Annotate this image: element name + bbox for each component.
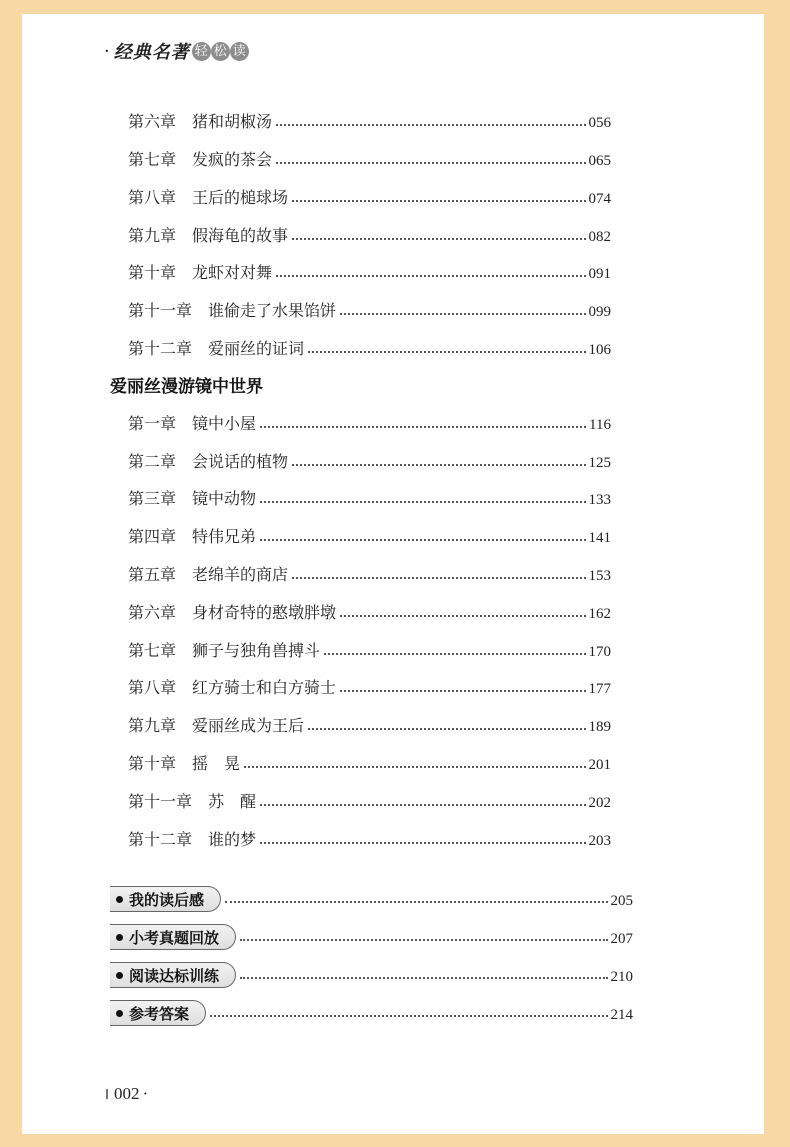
badge-char: 读 xyxy=(230,42,249,61)
extra-entry[interactable] xyxy=(110,885,633,913)
page-number: 125 xyxy=(588,455,611,471)
extra-label-pill xyxy=(110,924,236,950)
toc-entry[interactable] xyxy=(128,635,611,661)
page-number: 205 xyxy=(610,892,633,909)
dot-leader xyxy=(292,200,585,202)
page-number: 207 xyxy=(610,930,633,947)
toc-entry[interactable] xyxy=(128,521,611,547)
chapter-title: 镜中小屋 xyxy=(192,414,257,433)
chapter-number: 第七章 xyxy=(128,641,177,660)
dot-leader xyxy=(308,728,585,730)
extra-entry[interactable] xyxy=(110,961,633,989)
extra-entry[interactable] xyxy=(110,999,633,1027)
chapter-number: 第六章 xyxy=(128,112,177,131)
dot-leader xyxy=(260,539,585,541)
dot-leader xyxy=(340,690,585,692)
dot-leader xyxy=(276,162,585,164)
page-number: 106 xyxy=(588,342,611,358)
chapter-title: 老绵羊的商店 xyxy=(192,565,289,584)
footer-page-number: 002 xyxy=(114,1084,140,1103)
page-number: 201 xyxy=(588,757,611,773)
chapter-title: 会说话的植物 xyxy=(192,452,289,471)
page-number: 153 xyxy=(588,568,611,584)
page-number: 082 xyxy=(588,229,611,245)
bullet-icon xyxy=(116,896,123,903)
chapter-number: 第一章 xyxy=(128,414,177,433)
toc-entry[interactable] xyxy=(128,748,611,774)
toc-entry[interactable] xyxy=(128,597,611,623)
toc-entry[interactable] xyxy=(128,333,611,359)
dot-leader xyxy=(240,939,607,941)
dot-leader xyxy=(260,501,585,503)
bullet-icon xyxy=(116,934,123,941)
badge-char: 轻 xyxy=(192,42,211,61)
header-dot: · xyxy=(104,40,110,62)
dot-leader xyxy=(210,1015,607,1017)
page-number: 141 xyxy=(588,530,611,546)
toc-entry[interactable] xyxy=(128,483,611,509)
dot-leader xyxy=(225,901,607,903)
dot-leader xyxy=(324,653,585,655)
toc-entry[interactable] xyxy=(128,710,611,736)
chapter-number: 第九章 xyxy=(128,226,177,245)
page-number: 210 xyxy=(610,968,633,985)
chapter-title: 爱丽丝的证词 xyxy=(208,339,305,358)
toc-entry[interactable] xyxy=(128,106,611,132)
page-number: 214 xyxy=(610,1006,633,1023)
extra-entry[interactable] xyxy=(110,923,633,951)
chapter-title: 镜中动物 xyxy=(192,489,257,508)
toc-entry[interactable] xyxy=(128,182,611,208)
toc-entry[interactable] xyxy=(128,446,611,472)
dot-leader xyxy=(340,313,585,315)
page-number: 065 xyxy=(588,153,611,169)
footer-dot: · xyxy=(142,1084,149,1103)
chapter-number: 第四章 xyxy=(128,527,177,546)
chapter-title: 假海龟的故事 xyxy=(192,226,289,245)
badge-char: 松 xyxy=(211,42,230,61)
chapter-number: 第十一章 xyxy=(128,301,193,320)
bullet-icon xyxy=(116,1010,123,1017)
page-number: 170 xyxy=(588,644,611,660)
extra-label-pill xyxy=(110,962,236,988)
section-title: 爱丽丝漫游镜中世界 xyxy=(110,377,263,397)
dot-leader xyxy=(276,275,585,277)
chapter-title: 龙虾对对舞 xyxy=(192,263,273,282)
dot-leader xyxy=(292,577,585,579)
chapter-title: 谁偷走了水果馅饼 xyxy=(208,301,337,320)
extra-label: 小考真题回放 xyxy=(129,928,220,947)
extra-label-pill xyxy=(110,1000,206,1026)
chapter-number: 第十一章 xyxy=(128,792,193,811)
chapter-title: 爱丽丝成为王后 xyxy=(192,716,305,735)
dot-leader xyxy=(292,464,585,466)
toc-entry[interactable] xyxy=(128,220,611,246)
dot-leader xyxy=(240,977,607,979)
chapter-number: 第十章 xyxy=(128,754,177,773)
series-badge xyxy=(192,42,249,61)
page-number: 116 xyxy=(589,417,611,433)
chapter-title: 王后的槌球场 xyxy=(192,188,289,207)
dot-leader xyxy=(260,842,585,844)
page-number: 203 xyxy=(588,833,611,849)
page-number: 177 xyxy=(588,681,611,697)
chapter-title: 狮子与独角兽搏斗 xyxy=(192,641,321,660)
toc-entry[interactable] xyxy=(128,295,611,321)
page-number: 133 xyxy=(588,492,611,508)
chapter-title: 特伟兄弟 xyxy=(192,527,257,546)
chapter-title: 红方骑士和白方骑士 xyxy=(192,678,337,697)
chapter-number: 第八章 xyxy=(128,678,177,697)
footer-tick xyxy=(106,1089,108,1099)
extra-label-pill xyxy=(110,886,221,912)
toc-entry[interactable] xyxy=(128,408,611,434)
chapter-number: 第八章 xyxy=(128,188,177,207)
page-number: 056 xyxy=(588,115,611,131)
chapter-number: 第三章 xyxy=(128,489,177,508)
chapter-number: 第七章 xyxy=(128,150,177,169)
toc-entry[interactable] xyxy=(128,144,611,170)
chapter-title: 身材奇特的憨墩胖墩 xyxy=(192,603,337,622)
extra-label: 参考答案 xyxy=(129,1004,190,1023)
chapter-title: 摇 晃 xyxy=(192,754,241,773)
dot-leader xyxy=(244,766,585,768)
page-number: 091 xyxy=(588,266,611,282)
page-number: 099 xyxy=(588,304,611,320)
page-footer xyxy=(106,1084,148,1104)
page-number: 202 xyxy=(588,795,611,811)
chapter-title: 谁的梦 xyxy=(208,830,257,849)
extra-label: 阅读达标训练 xyxy=(129,966,220,985)
chapter-title: 苏 醒 xyxy=(208,792,257,811)
chapter-number: 第五章 xyxy=(128,565,177,584)
page-number: 162 xyxy=(588,606,611,622)
series-header xyxy=(104,36,249,66)
toc-entry[interactable] xyxy=(128,559,611,585)
chapter-number: 第十二章 xyxy=(128,830,193,849)
chapter-number: 第二章 xyxy=(128,452,177,471)
dot-leader xyxy=(260,426,586,428)
dot-leader xyxy=(308,351,585,353)
chapter-number: 第六章 xyxy=(128,603,177,622)
dot-leader xyxy=(292,238,585,240)
bullet-icon xyxy=(116,972,123,979)
series-title: 经典名著 xyxy=(113,42,190,63)
extra-label: 我的读后感 xyxy=(129,890,205,909)
chapter-number: 第九章 xyxy=(128,716,177,735)
toc-entry[interactable] xyxy=(128,672,611,698)
page-number: 074 xyxy=(588,191,611,207)
chapter-title: 猪和胡椒汤 xyxy=(192,112,273,131)
dot-leader xyxy=(260,804,585,806)
toc-entry[interactable] xyxy=(128,786,611,812)
page-number: 189 xyxy=(588,719,611,735)
dot-leader xyxy=(340,615,585,617)
chapter-title: 发疯的茶会 xyxy=(192,150,273,169)
toc-entry[interactable] xyxy=(128,257,611,283)
dot-leader xyxy=(276,124,585,126)
toc-entry[interactable] xyxy=(128,824,611,850)
chapter-number: 第十二章 xyxy=(128,339,193,358)
chapter-number: 第十章 xyxy=(128,263,177,282)
